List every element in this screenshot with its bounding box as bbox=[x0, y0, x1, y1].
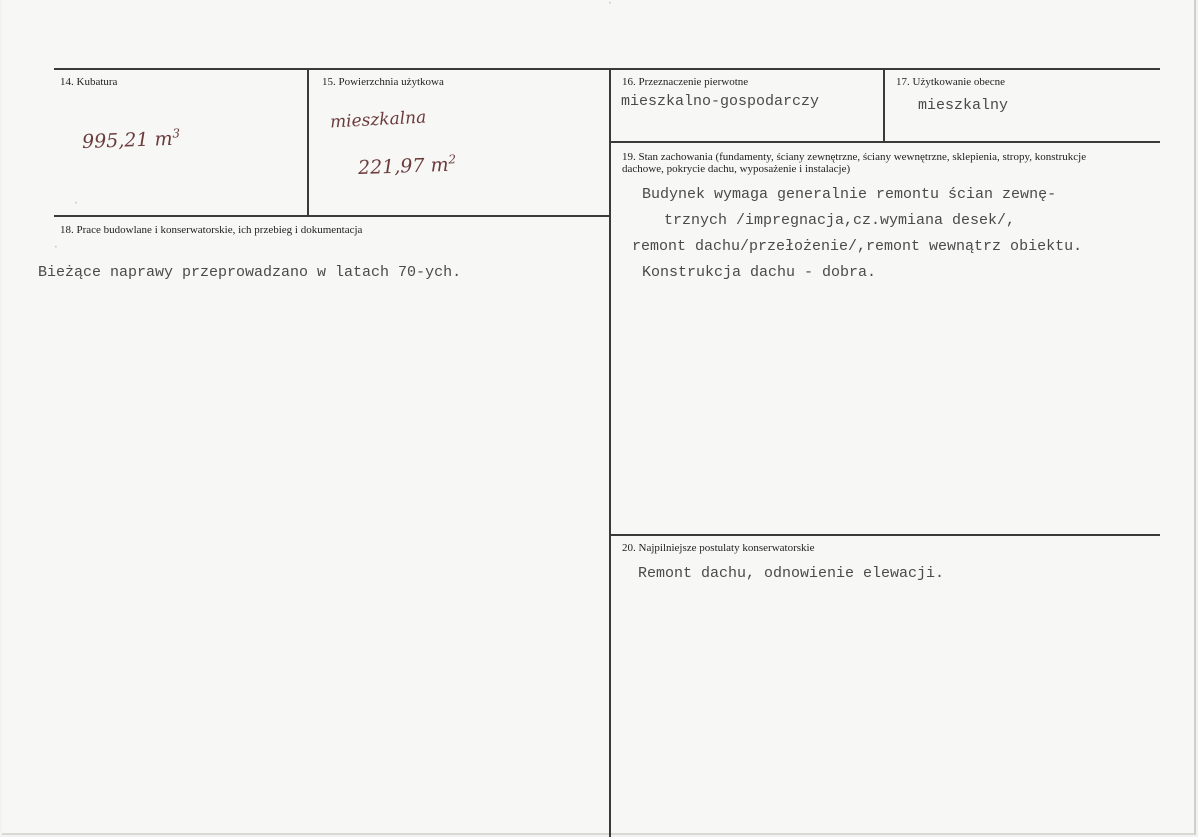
field-19-line: trznych /impregnacja,cz.wymiana desek/, bbox=[664, 212, 1016, 229]
field-15-label: 15. Powierzchnia użytkowa bbox=[322, 76, 444, 88]
field-16-label: 16. Przeznaczenie pierwotne bbox=[622, 76, 749, 88]
volume-number: 995,21 m bbox=[81, 127, 173, 154]
divider-16-17 bbox=[883, 68, 885, 142]
field-17-value: mieszkalny bbox=[918, 97, 1009, 114]
field-17-label: 17. Użytkowanie obecne bbox=[896, 76, 1006, 88]
field-19-value bbox=[632, 182, 1082, 286]
top-rule bbox=[54, 68, 1160, 70]
divider-14-15 bbox=[307, 68, 309, 216]
scan-mark: ‧ bbox=[74, 196, 78, 210]
field-19-line: Konstrukcja dachu - dobra. bbox=[642, 264, 877, 281]
field-14-label: 14. Kubatura bbox=[60, 76, 118, 88]
field-19-line: Budynek wymaga generalnie remontu ścian zewnę- bbox=[642, 186, 1057, 203]
field-14-value bbox=[82, 126, 181, 153]
volume-exponent: 3 bbox=[172, 126, 181, 141]
record-card bbox=[2, 0, 1196, 835]
rule-under-14-15 bbox=[54, 215, 611, 217]
field-15-usage: mieszkalna bbox=[329, 107, 427, 133]
field-19-line: remont dachu/przełożenie/,remont wewnątrz obiektu. bbox=[632, 238, 1083, 255]
field-19-label: 19. Stan zachowania (fundamenty, ściany zewnętrzne, ściany wewnętrzne, sklepienia, stropy, konstrukcje dachowe, pokrycie dachu, wyposażenie i instalacje) bbox=[622, 151, 1087, 175]
scan-mark: ‧ bbox=[608, 0, 612, 10]
field-18-value: Bieżące naprawy przeprowadzano w latach 70-ych. bbox=[38, 264, 462, 281]
center-divider bbox=[609, 68, 611, 837]
scan-mark: ‧ bbox=[54, 240, 58, 254]
rule-under-16-17 bbox=[611, 141, 1160, 143]
area-exponent: 2 bbox=[448, 152, 457, 167]
rule-under-19 bbox=[611, 534, 1160, 536]
field-20-label: 20. Najpilniejsze postulaty konserwatorskie bbox=[622, 542, 815, 554]
area-number: 221,97 m bbox=[357, 153, 449, 180]
field-20-value: Remont dachu, odnowienie elewacji. bbox=[638, 565, 945, 582]
field-15-area bbox=[358, 152, 457, 179]
field-16-value: mieszkalno-gospodarczy bbox=[621, 93, 820, 110]
field-18-label: 18. Prace budowlane i konserwatorskie, ich przebieg i dokumentacja bbox=[60, 224, 363, 236]
